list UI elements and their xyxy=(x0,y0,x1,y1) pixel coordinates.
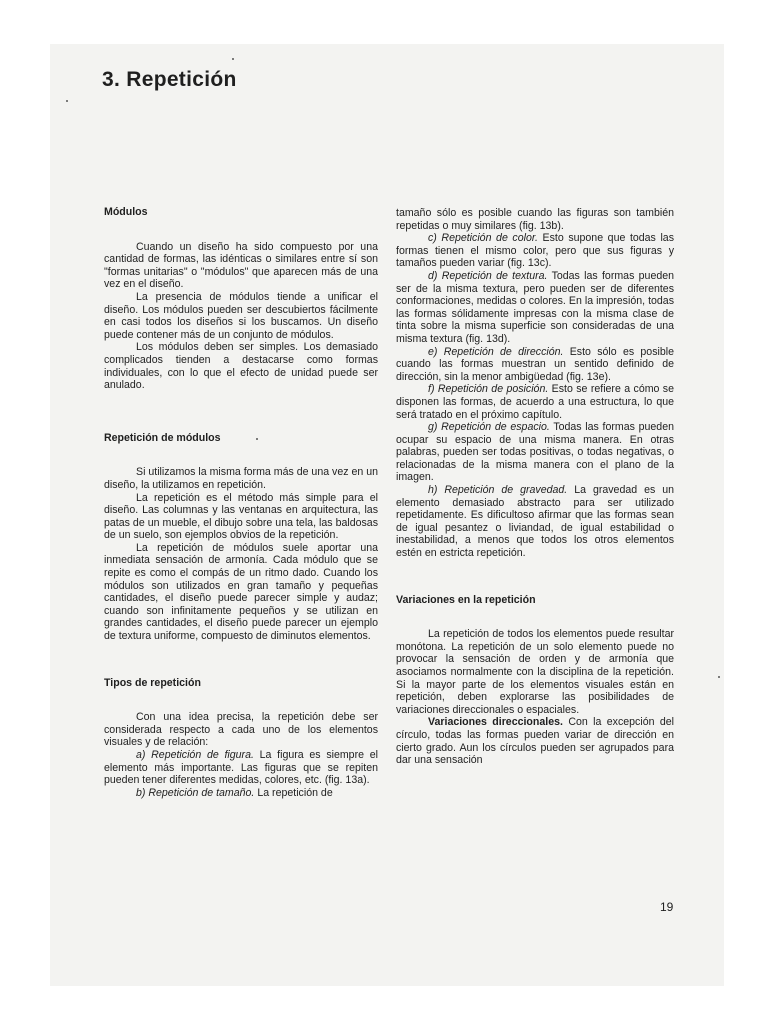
list-item xyxy=(396,484,674,560)
section-heading-variaciones: Variaciones en la repetición xyxy=(396,593,536,606)
section-heading-tipos: Tipos de repetición xyxy=(104,676,201,689)
list-item xyxy=(396,346,674,384)
spacer xyxy=(104,643,378,677)
paragraph: La repetición de módulos suele aportar una inmediata sensación de armonía. Cada módulo que se repite es como el compás de un ritmo dado. Cuando los módulos son utilizados en gran tamaño y pequeñas cantidades, el diseño puede parecer simple y audaz; cuando son infinitamente pequeños y se utilizan en grandes cantidades, el diseño puede parecer un ejemplo de textura uniforme, compuesto de diminutos elementos. xyxy=(104,541,378,643)
paragraph: La repetición de todos los elementos puede resultar monótona. La repetición de un solo elemento puede no provocar la sensación de orden y de armonía que asociamos normalmente con la disciplina de la repetición. Si la mayor parte de los elementos visuales están en repetición, deben explorarse las posibilidades de variaciones direccionales o espaciales. xyxy=(396,628,674,716)
paragraph: tamaño sólo es posible cuando las figuras son también repetidas o muy similares (fig. 13b). xyxy=(396,207,674,232)
item-text: Esto sólo es posible cuando las formas muestran un sentido definido de dirección, sin la menor ambigüedad (fig. 13e). xyxy=(396,345,674,383)
left-column xyxy=(104,206,378,799)
item-text: Esto supone que todas las formas tienen el mismo color, pero que sus figuras y tamaños pueden variar (fig. 13c). xyxy=(396,232,674,270)
paragraph: Si utilizamos la misma forma más de una vez en un diseño, la utilizamos en repetición. xyxy=(104,466,378,491)
item-label: Variaciones direccionales. xyxy=(428,716,563,729)
scan-speck xyxy=(66,100,68,102)
item-text: La gravedad es un elemento demasiado abstracto para ser utilizado repetidamente. Es dificultoso afirmar que las formas sean de igual pesantez o liviandad, de igual estabilidad o inestabilidad, a menos que todos los otros elementos estén en estricta repetición. xyxy=(396,484,674,560)
item-label: c) Repetición de color. xyxy=(428,232,538,245)
item-label: b) Repetición de tamaño. xyxy=(136,786,255,799)
list-item xyxy=(104,787,378,800)
paragraph: Con una idea precisa, la repetición debe ser considerada respecto a cada uno de los elementos visuales y de relación: xyxy=(104,711,378,749)
page-number: 19 xyxy=(660,900,674,914)
item-text: Con la excepción del círculo, todas las formas pueden variar de dirección en cierto grado. Aun los círculos pueden ser agrupados para dar una sensación xyxy=(396,716,674,767)
list-item xyxy=(396,270,674,346)
item-text: Todas las formas pueden ser de la misma textura, pero pueden ser de diferentes conformaciones, medidas o colores. En la impresión, todas las formas sólidamente impresas con la misma clase de tinta sobre la misma superficie son consideradas de una misma textura (fig. 13d). xyxy=(396,269,675,345)
spacer xyxy=(396,560,674,594)
item-label: h) Repetición de gravedad. xyxy=(428,484,568,497)
item-label: g) Repetición de espacio. xyxy=(428,421,550,434)
right-column xyxy=(396,207,674,767)
list-item xyxy=(396,232,674,270)
item-label: e) Repetición de dirección. xyxy=(428,345,564,358)
paragraph: Los módulos deben ser simples. Los demasiado complicados tienden a destacarse como formas individuales, con lo que el efecto de unidad puede ser anulado. xyxy=(104,341,378,392)
item-label: a) Repetición de figura. xyxy=(136,749,254,761)
item-label: d) Repetición de textura. xyxy=(428,269,548,282)
paragraph: Cuando un diseño ha sido compuesto por una cantidad de formas, las idénticas o similares entre sí son "formas unitarias" o "módulos" que aparecen más de una vez en el diseño. xyxy=(104,240,378,291)
item-text: Todas las formas pueden ocupar su espacio de una misma manera. En otras palabras, pueden ser todas positivas, o todas negativas, o relacionadas de la misma manera con el plano de la imagen. xyxy=(396,421,674,484)
scan-speck xyxy=(718,676,720,678)
item-label: f) Repetición de posición. xyxy=(428,383,549,396)
list-item xyxy=(396,716,674,766)
section-heading-repeticion-modulos: Repetición de módulos xyxy=(104,431,221,444)
scan-speck xyxy=(256,438,258,440)
item-text: Esto se refiere a cómo se disponen las formas, de acuerdo a una estructura, lo que será tratado en el próximo capítulo. xyxy=(396,383,674,421)
paragraph: La presencia de módulos tiende a unificar el diseño. Los módulos pueden ser descubiertos fácilmente en casi todos los diseños si los buscamos. Un diseño puede contener más de un conjunto de módulos. xyxy=(104,290,378,341)
chapter-title: 3. Repetición xyxy=(102,68,237,91)
list-item xyxy=(396,383,674,421)
paragraph: La repetición es el método más simple para el diseño. Las columnas y las ventanas en arquitectura, las patas de un mueble, el dibujo sobre una tela, las baldosas de un suelo, son ejemplos obvios de la repetición. xyxy=(104,491,378,542)
item-text: La figura es siempre el elemento más importante. Las figuras que se repiten pueden tener diferentes medidas, colores, etc. (fig. 13a). xyxy=(104,749,378,787)
section-heading-modulos: Módulos xyxy=(104,206,148,218)
item-text: La repetición de xyxy=(254,786,333,799)
list-item xyxy=(104,749,378,787)
spacer xyxy=(104,392,378,432)
list-item xyxy=(396,421,674,484)
scan-speck xyxy=(232,58,234,60)
